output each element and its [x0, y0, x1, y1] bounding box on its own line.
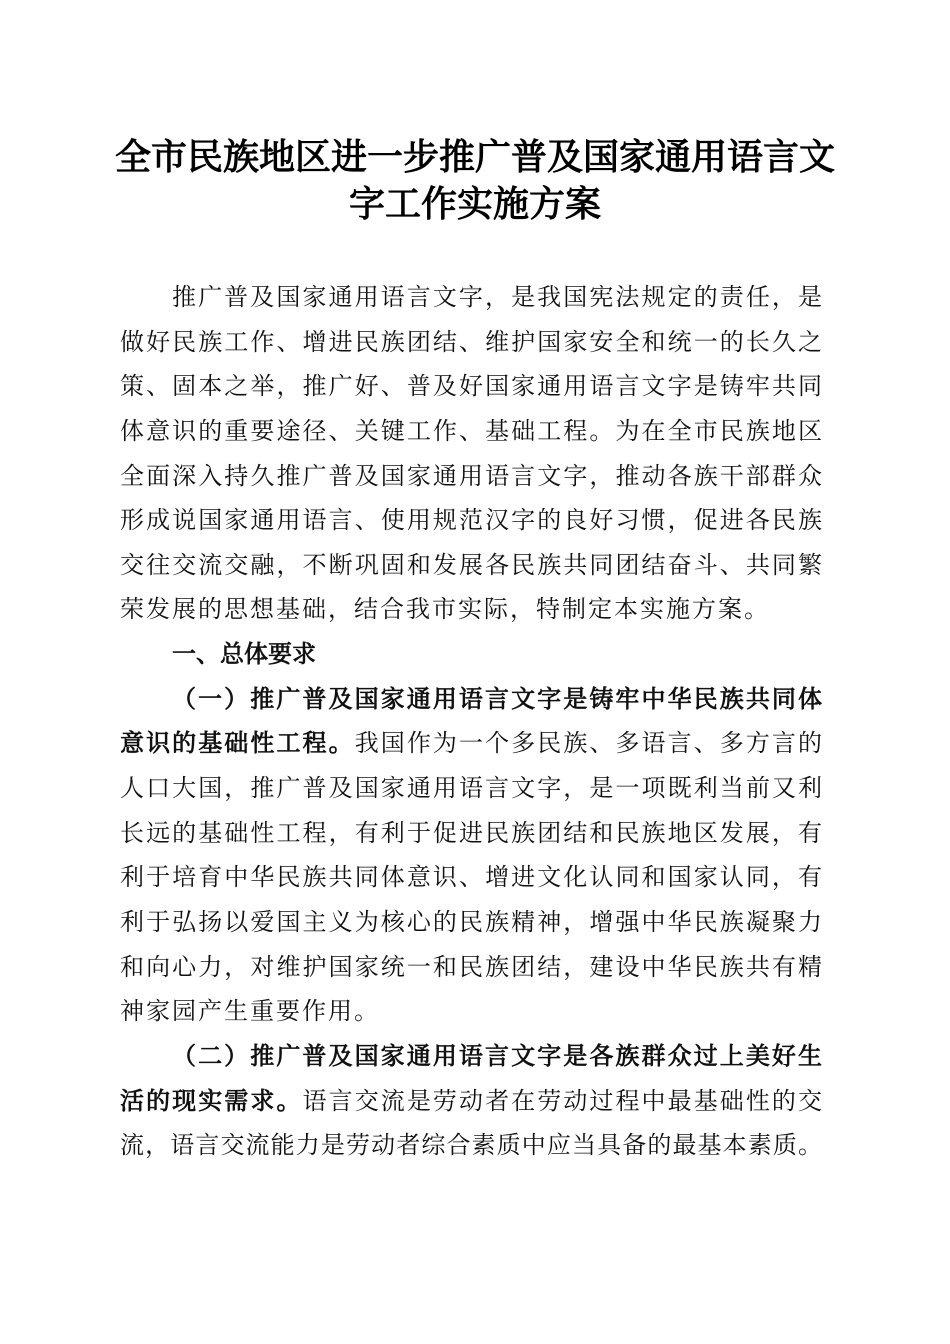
text-line [120, 498, 822, 543]
body-text: 推广普及国家通用语言文字，是我国宪法规定的责任，是 [172, 283, 822, 311]
text-line [120, 1123, 822, 1168]
text-line [120, 945, 822, 990]
body-text: 人口大国，推广普及国家通用语言文字，是一项既利当前又利 [120, 774, 822, 803]
bold-subheading-text: （一）推广普及国家通用语言文字是铸牢中华民族共同体 [172, 683, 822, 713]
text-line [120, 409, 822, 454]
body-text: 流，语言交流能力是劳动者综合素质中应当具备的最基本素质。 [120, 1131, 822, 1160]
body-text: 交往交流交融，不断巩固和发展各民族共同团结奋斗、共同繁 [120, 550, 822, 579]
document-body [120, 275, 822, 1168]
text-line [120, 900, 822, 945]
document-title [110, 134, 840, 228]
text-line [120, 1079, 822, 1124]
body-text: 语言交流是劳动者在劳动过程中最基础性的交 [302, 1086, 823, 1115]
text-line [120, 320, 822, 365]
text-line [120, 989, 822, 1034]
body-text: 形成说国家通用语言、使用规范汉字的良好习惯，促进各民族 [120, 506, 822, 535]
text-line [120, 766, 822, 811]
body-text: 利于弘扬以爱国主义为核心的民族精神，增强中华民族凝聚力 [120, 907, 822, 936]
section-heading [120, 632, 822, 677]
text-line [120, 543, 822, 588]
text-line [120, 587, 822, 632]
text-line [120, 811, 822, 856]
body-text: 做好民族工作、增进民族团结、维护国家安全和统一的长久之 [120, 327, 822, 356]
text-line [120, 855, 822, 900]
bold-subheading-text: （二）推广普及国家通用语言文字是各族群众过上美好生 [172, 1040, 822, 1070]
text-line [120, 721, 822, 766]
text-line [120, 1034, 822, 1079]
text-line [120, 364, 822, 409]
bold-subheading-text: 意识的基础性工程。 [120, 728, 355, 758]
body-text: 和向心力，对维护国家统一和民族团结，建设中华民族共有精 [120, 952, 822, 981]
body-text: 长远的基础性工程，有利于促进民族团结和民族地区发展，有 [120, 818, 822, 847]
text-line [120, 677, 822, 722]
text-line [120, 454, 822, 499]
body-text: 利于培育中华民族共同体意识、增进文化认同和国家认同，有 [120, 863, 822, 892]
body-text: 全面深入持久推广普及国家通用语言文字，推动各族干部群众 [120, 461, 822, 490]
body-text: 策、固本之举，推广好、普及好国家通用语言文字是铸牢共同 [120, 372, 822, 401]
body-text: 荣发展的思想基础，结合我市实际，特制定本实施方案。 [120, 595, 770, 624]
body-text: 一、总体要求 [172, 640, 316, 669]
title-line-2: 字工作实施方案 [348, 183, 601, 225]
body-text: 体意识的重要途径、关键工作、基础工程。为在全市民族地区 [120, 416, 822, 445]
body-text: 神家园产生重要作用。 [120, 997, 380, 1026]
text-line [120, 275, 822, 320]
title-line-1: 全市民族地区进一步推广普及国家通用语言文 [114, 136, 835, 178]
bold-subheading-text: 活的现实需求。 [120, 1085, 303, 1115]
body-text: 我国作为一个多民族、多语言、多方言的 [354, 729, 823, 758]
